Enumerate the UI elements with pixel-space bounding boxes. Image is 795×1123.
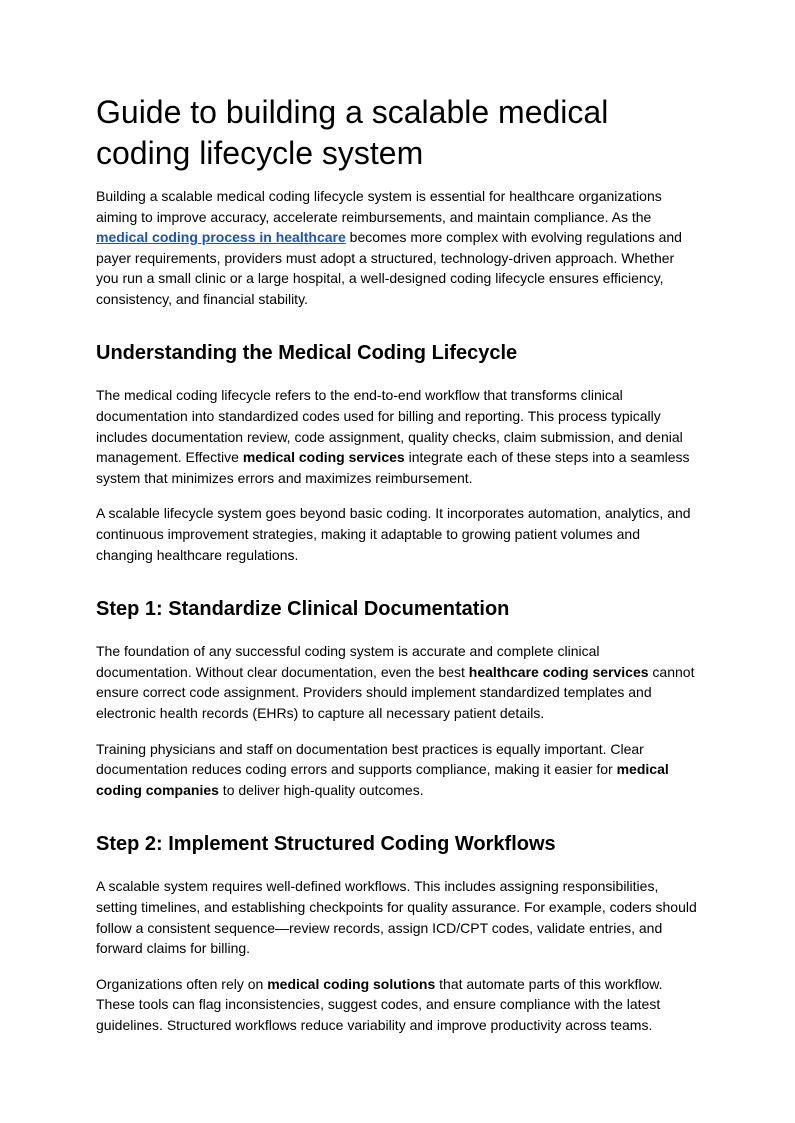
text-run: that automate parts of this workflow. These tools can flag inconsistencies, suggest codes, and ensure compliance with the latest guidelines. Structured workflows reduce variability and improve productivity across teams. [96,975,663,1033]
paragraph [96,739,699,801]
text-run: Building a scalable medical coding lifecycle system is essential for healthcare organizations aiming to improve accuracy, accelerate reimbursements, and maintain compliance. As the [96,187,662,225]
text-run: A scalable lifecycle system goes beyond basic coding. It incorporates automation, analytics, and continuous improvement strategies, making it adaptable to growing patient volumes and changing healthcare regulations. [96,505,691,563]
text-run: Guide to building a scalable medical coding lifecycle system [96,94,609,171]
text-run: The foundation of any successful coding system is accurate and complete clinical documentation. Without clear documentation, even the best [96,643,600,680]
text-run: Step 1: Standardize Clinical Documentation [96,598,510,621]
text-run: Understanding the Medical Coding Lifecycle [96,342,518,365]
bold-text: medical coding solutions [267,975,436,992]
text-run: cannot ensure correct code assignment. Providers should implement standardized templates and electronic health records (EHRs) to capture all necessary patient details. [96,663,695,721]
bold-text: medical coding services [242,449,405,466]
section-heading [96,340,699,366]
text-run: Organizations often rely on [96,975,268,992]
inline-link[interactable]: medical coding process in healthcare [96,229,346,246]
document-title [96,92,699,174]
section-heading [96,596,699,622]
text-run: The medical coding lifecycle refers to the end-to-end workflow that transforms clinical documentation into standardized codes used for billing and reporting. This process typically includes documentation review, code assignment, quality checks, claim submission, and denial management. Effective [96,387,683,466]
text-run: Training physicians and staff on documentation best practices is equally important. Clear documentation reduces coding errors and supports compliance, making it easier for [96,740,644,778]
paragraph [96,641,699,723]
paragraph [96,503,699,565]
paragraph [96,974,699,1036]
paragraph [96,385,699,488]
text-run: integrate each of these steps into a seamless system that minimizes errors and maximizes reimbursement. [96,449,690,486]
bold-text: medical coding companies [96,761,669,798]
text-run: to deliver high-quality outcomes. [218,781,424,798]
paragraph [96,876,699,958]
section-heading [96,831,699,857]
text-run: becomes more complex with evolving regulations and payer requirements, providers must adopt a structured, technology-driven approach. Whether you run a small clinic or a large hospital, a well-designed coding lifecycle ensures efficiency, consistency, and financial stability. [96,229,682,307]
paragraph [96,186,699,310]
text-run: A scalable system requires well-defined workflows. This includes assigning responsibilities, setting timelines, and establishing checkpoints for quality assurance. For example, coders should follow a consistent sequence—review records, assign ICD/CPT codes, validate entries, and forward claims for billing. [96,878,697,957]
bold-text: healthcare coding services [468,663,649,680]
document-content [96,92,699,1036]
text-run: Step 2: Implement Structured Coding Workflows [96,833,556,856]
